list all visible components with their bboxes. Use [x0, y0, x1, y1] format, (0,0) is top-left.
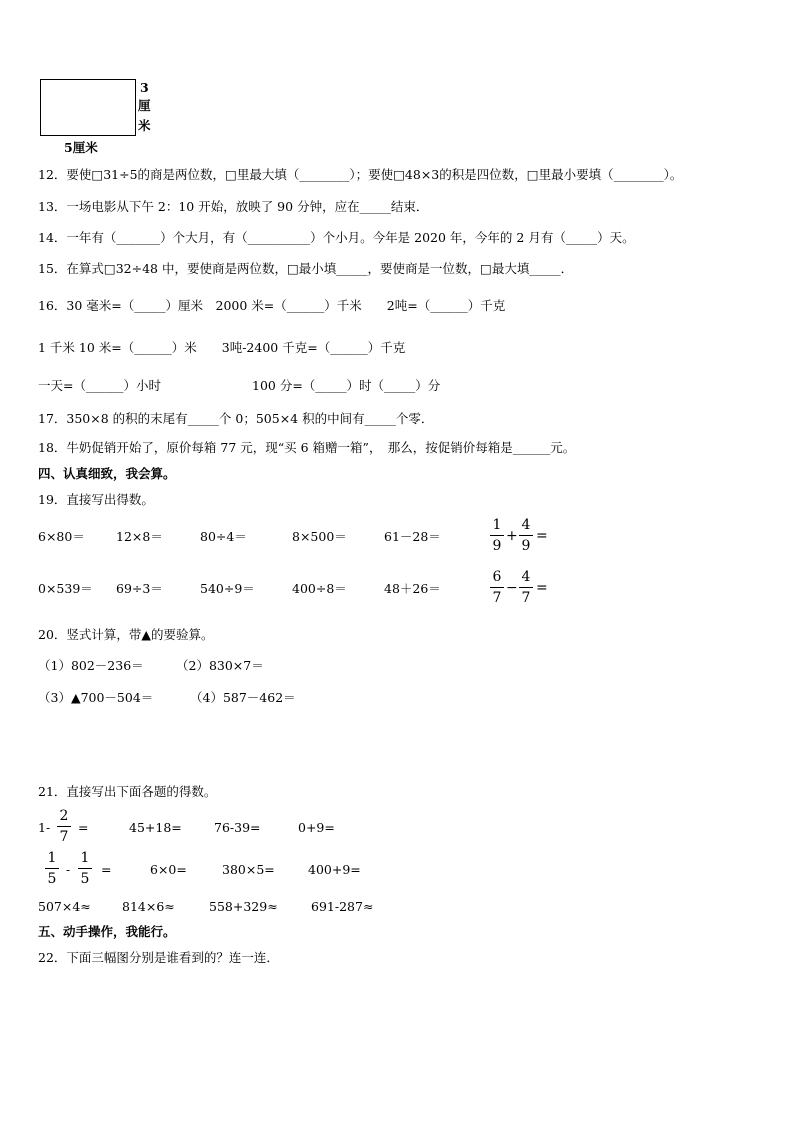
equals: = [536, 528, 548, 544]
calc-item: 76-39= [214, 820, 261, 835]
operator: + [506, 528, 518, 544]
question-17: 17．350×8 的积的末尾有_____个 0；505×4 积的中间有_____个零． [38, 411, 434, 426]
operator: − [506, 580, 518, 596]
question-18: 18．牛奶促销开始了，原价每箱 77 元，现“买 6 箱赠一箱”， 那么，按促销价每箱是______元。 [38, 440, 576, 455]
fraction [490, 516, 504, 555]
calc-item: 6×80＝ [38, 529, 85, 544]
numerator: 1 [80, 850, 90, 866]
fraction-bar [519, 587, 533, 588]
side-label-3: 3 [140, 80, 149, 95]
calc-item: 45+18= [129, 820, 182, 835]
denominator: 7 [521, 590, 531, 606]
denominator: 7 [492, 590, 502, 606]
question-16-line3a: 一天=（______）小时 [38, 378, 161, 393]
fraction-bar [490, 535, 504, 536]
calc-item: 0×539＝ [38, 581, 93, 596]
fraction [78, 849, 92, 888]
calc-item: 558+329≈ [209, 899, 278, 914]
fraction-bar [57, 826, 71, 827]
section-5-heading: 五、动手操作，我能行。 [38, 924, 176, 939]
calc-item: 6×0= [150, 862, 187, 877]
denominator: 9 [521, 538, 531, 554]
calc-item: 0+9= [298, 820, 335, 835]
equals: = [101, 862, 112, 877]
question-12: 12．要使□31÷5的商是两位数，□里最大填（________）；要使□48×3的积是四位数，□里最小要填（________）。 [38, 167, 683, 182]
fraction [519, 568, 533, 607]
rectangle-figure [40, 79, 136, 136]
numerator: 1 [492, 517, 502, 533]
calc-item: 507×4≈ [38, 899, 91, 914]
calc-item: 69÷3＝ [116, 581, 163, 596]
bottom-label: 5厘米 [64, 140, 98, 155]
calc-item: （4）587－462＝ [190, 690, 296, 705]
question-13: 13．一场电影从下午 2：10 开始，放映了 90 分钟，应在_____结束． [38, 199, 429, 214]
numerator: 2 [59, 808, 69, 824]
question-22: 22．下面三幅图分别是谁看到的？连一连． [38, 950, 279, 965]
question-16-line1: 16．30 毫米=（_____）厘米 2000 米=（______）千米 2吨=（______）千克 [38, 298, 506, 313]
calc-prefix: 1- [38, 820, 51, 835]
fraction-bar [519, 535, 533, 536]
numerator: 4 [521, 569, 531, 585]
calc-item: 61－28＝ [384, 529, 441, 544]
side-label-mi: 米 [138, 118, 151, 133]
denominator: 5 [47, 871, 57, 887]
fraction [490, 568, 504, 607]
question-15: 15．在算式□32÷48 中，要使商是两位数，□最小填_____，要使商是一位数，□最大填_____． [38, 261, 574, 276]
calc-item: 400÷8＝ [292, 581, 347, 596]
fraction [45, 849, 59, 888]
fraction [57, 807, 71, 846]
fraction-bar [78, 868, 92, 869]
numerator: 6 [492, 569, 502, 585]
side-label-li: 厘 [138, 98, 151, 113]
numerator: 4 [521, 517, 531, 533]
question-16-line3b: 100 分=（_____）时（_____）分 [252, 378, 441, 393]
question-14: 14．一年有（_______）个大月，有（__________）个小月。今年是 2020 年，今年的 2 月有（_____）天。 [38, 230, 635, 245]
calc-item: （3）▲700－504＝ [38, 690, 154, 705]
denominator: 9 [492, 538, 502, 554]
calc-item: 691-287≈ [311, 899, 374, 914]
fraction-bar [490, 587, 504, 588]
calc-item: 540÷9＝ [200, 581, 255, 596]
denominator: 5 [80, 871, 90, 887]
calc-item: （2）830×7＝ [176, 658, 264, 673]
fraction [519, 516, 533, 555]
calc-item: 80÷4＝ [200, 529, 247, 544]
equals: = [536, 580, 548, 596]
numerator: 1 [47, 850, 57, 866]
calc-item: 814×6≈ [122, 899, 175, 914]
equals: = [78, 820, 89, 835]
question-16-line2: 1 千米 10 米=（______）米 3吨-2400 千克=（______）千克 [38, 340, 406, 355]
denominator: 7 [59, 829, 69, 845]
section-4-heading: 四、认真细致，我会算。 [38, 466, 176, 481]
operator: - [66, 862, 71, 877]
calc-item: （1）802－236＝ [38, 658, 144, 673]
question-19-title: 19．直接写出得数。 [38, 492, 154, 507]
question-20-title: 20．竖式计算，带▲的要验算。 [38, 627, 214, 642]
calc-item: 400+9= [308, 862, 361, 877]
fraction-bar [45, 868, 59, 869]
calc-item: 48＋26＝ [384, 581, 441, 596]
calc-item: 380×5= [222, 862, 275, 877]
question-21-title: 21．直接写出下面各题的得数。 [38, 784, 217, 799]
calc-item: 12×8＝ [116, 529, 163, 544]
calc-item: 8×500＝ [292, 529, 347, 544]
